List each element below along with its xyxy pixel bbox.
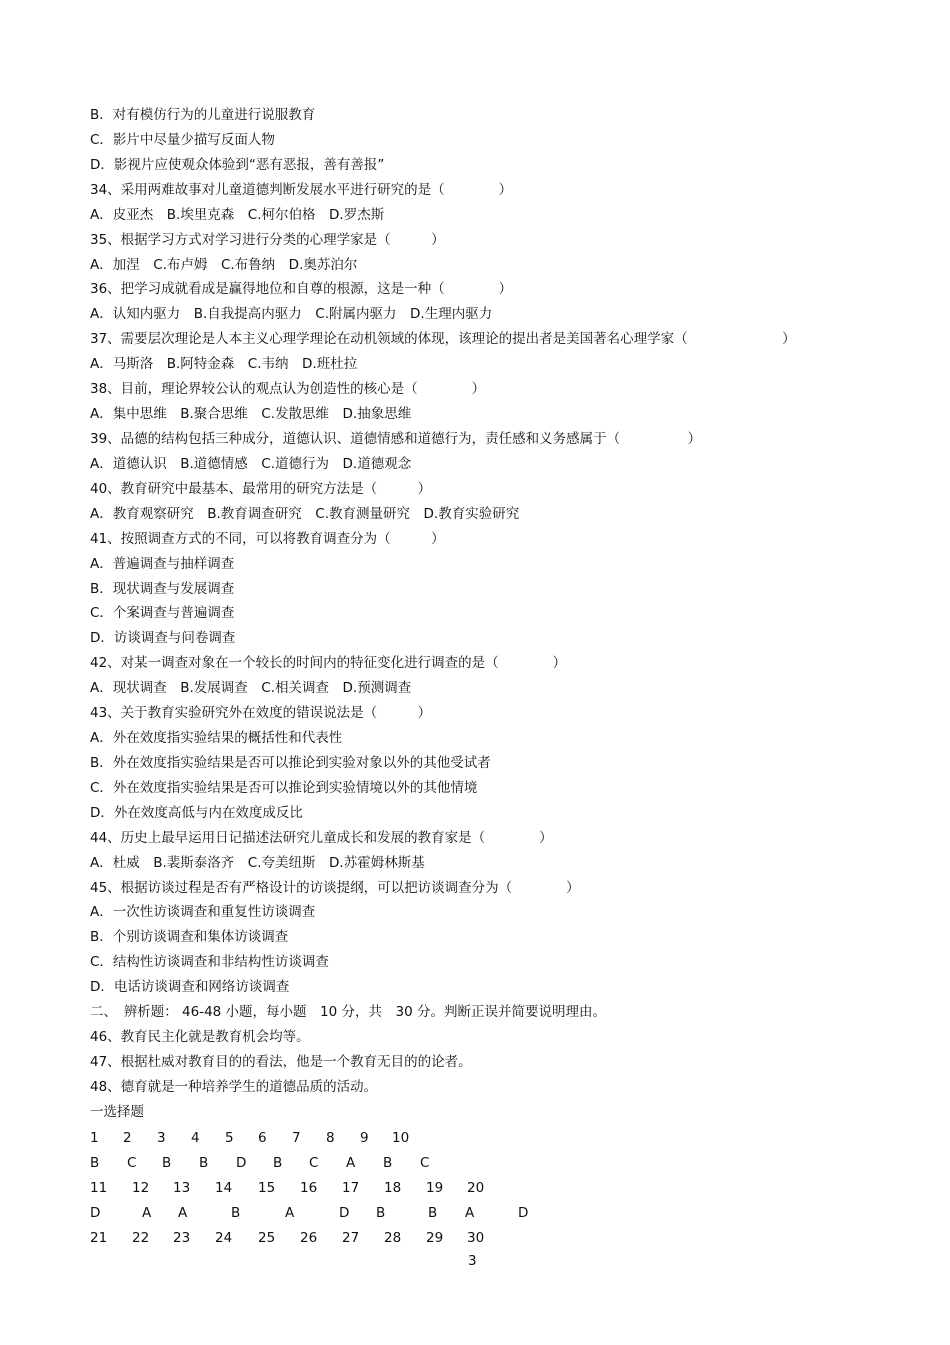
text-line: A．教育观察研究 B.教育调查研究 C.教育测量研究 D.教育实验研究 — [90, 505, 520, 522]
answer-letter: C — [127, 1155, 137, 1171]
answer-letter: B — [162, 1155, 172, 1171]
text-line: A．一次性访谈调查和重复性访谈调查 — [90, 904, 316, 921]
answer-number: 27 — [342, 1230, 360, 1246]
text-line: A．道德认识 B.道德情感 C.道德行为 D.道德观念 — [90, 455, 412, 472]
text-line: A．集中思维 B.聚合思维 C.发散思维 D.抽象思维 — [90, 406, 412, 422]
answer-letter: C — [309, 1155, 319, 1171]
answer-number: 17 — [342, 1180, 360, 1196]
text-line: A．皮亚杰 B.埃里克森 C.柯尔伯格 D.罗杰斯 — [90, 206, 385, 223]
answer-number: 4 — [191, 1130, 200, 1146]
text-line: A．认知内驱力 B.自我提高内驱力 C.附属内驱力 D.生理内驱力 — [90, 306, 493, 323]
answer-number: 5 — [225, 1130, 234, 1146]
text-line: 39、品德的结构包括三种成分，道德认识、道德情感和道德行为，责任感和义务感属于（ ） — [90, 431, 702, 447]
text-line: 46、教育民主化就是教育机会均等。 — [90, 1029, 310, 1045]
text-line: 34、采用两难故事对儿童道德判断发展水平进行研究的是（ ） — [90, 181, 513, 198]
answer-number: 20 — [467, 1180, 485, 1196]
text-line: C．外在效度指实验结果是否可以推论到实验情境以外的其他情境 — [90, 779, 478, 796]
answer-number: 26 — [300, 1230, 318, 1246]
answer-letter: A — [346, 1155, 356, 1171]
text-line: B．对有模仿行为的儿童进行说服教育 — [90, 107, 316, 123]
answer-number: 18 — [384, 1180, 402, 1196]
text-line: D．访谈调查与问卷调查 — [90, 630, 236, 647]
answer-number: 19 — [426, 1180, 444, 1196]
text-line: 44、历史上最早运用日记描述法研究儿童成长和发展的教育家是（ ） — [90, 829, 553, 846]
text-line: 41、按照调查方式的不同，可以将教育调查分为（ ） — [90, 530, 445, 547]
answer-letter: D — [518, 1205, 529, 1221]
text-line: C．结构性访谈调查和非结构性访谈调查 — [90, 954, 329, 971]
answer-number: 15 — [258, 1180, 276, 1196]
text-line: 二、 辨析题： 46-48 小题，每小题 10 分，共 30 分。判断正误并简要说明理由。 — [90, 1004, 606, 1021]
page-number: 3 — [468, 1253, 477, 1269]
answer-number: 21 — [90, 1230, 108, 1246]
answer-number: 8 — [326, 1130, 335, 1146]
answer-number: 7 — [292, 1130, 301, 1146]
text-line: D．影视片应使观众体验到“恶有恶报，善有善报” — [90, 156, 385, 173]
answer-number: 2 — [123, 1130, 132, 1146]
answer-number: 28 — [384, 1230, 402, 1246]
answer-number: 9 — [360, 1130, 369, 1146]
answer-number: 11 — [90, 1180, 108, 1196]
answer-number: 24 — [215, 1230, 233, 1246]
text-line: 42、对某一调查对象在一个较长的时间内的特征变化进行调查的是（ ） — [90, 655, 567, 672]
text-line: 40、教育研究中最基本、最常用的研究方法是（ ） — [90, 480, 432, 497]
text-line: A．普遍调查与抽样调查 — [90, 555, 235, 572]
text-line: 38、目前，理论界较公认的观点认为创造性的核心是（ ） — [90, 381, 486, 398]
answer-letter: A — [142, 1205, 152, 1221]
text-line: D．外在效度高低与内在效度成反比 — [90, 804, 303, 821]
answer-number: 3 — [157, 1130, 166, 1146]
answer-number: 25 — [258, 1230, 276, 1246]
answer-number: 10 — [392, 1130, 410, 1146]
text-line: A．马斯洛 B.阿特金森 C.韦纳 D.班杜拉 — [90, 356, 358, 373]
text-line: 43、关于教育实验研究外在效度的错误说法是（ ） — [90, 705, 432, 722]
text-line: 37、需要层次理论是人本主义心理学理论在动机领域的体现，该理论的提出者是美国著名心理学家（ ） — [90, 331, 796, 348]
answer-letter: A — [178, 1205, 188, 1221]
answer-letter: B — [273, 1155, 283, 1171]
text-line: A．外在效度指实验结果的概括性和代表性 — [90, 730, 343, 746]
text-line: D．电话访谈调查和网络访谈调查 — [90, 979, 290, 996]
answer-number: 30 — [467, 1230, 485, 1246]
answer-letter: B — [231, 1205, 241, 1221]
text-line: A．现状调查 B.发展调查 C.相关调查 D.预测调查 — [90, 680, 412, 697]
answer-number: 29 — [426, 1230, 444, 1246]
answer-letter: B — [90, 1155, 100, 1171]
text-line: C．影片中尽量少描写反面人物 — [90, 131, 275, 148]
text-line: 45、根据访谈过程是否有严格设计的访谈提纲，可以把访谈调查分为（ ） — [90, 879, 580, 896]
answer-number: 13 — [173, 1180, 191, 1196]
answer-number: 1 — [90, 1130, 99, 1146]
answer-number: 14 — [215, 1180, 233, 1196]
answer-letter: B — [383, 1155, 393, 1171]
answer-letter: B — [428, 1205, 438, 1221]
answer-letter: D — [90, 1205, 101, 1221]
answer-letter: C — [420, 1155, 430, 1171]
text-line: 36、把学习成就看成是赢得地位和自尊的根源，这是一种（ ） — [90, 281, 513, 298]
answer-number: 23 — [173, 1230, 191, 1246]
text-line: B．外在效度指实验结果是否可以推论到实验对象以外的其他受试者 — [90, 754, 491, 771]
text-line: A．加涅 C.布卢姆 C.布鲁纳 D.奥苏泊尔 — [90, 256, 358, 273]
answer-number: 22 — [132, 1230, 150, 1246]
text-line: 一选择题 — [90, 1103, 144, 1120]
text-line: 48、德育就是一种培养学生的道德品质的活动。 — [90, 1078, 378, 1095]
answer-number: 12 — [132, 1180, 150, 1196]
answer-letter: A — [285, 1205, 295, 1221]
text-line: B．个别访谈调查和集体访谈调查 — [90, 929, 289, 946]
answer-letter: D — [339, 1205, 350, 1221]
answer-letter: B — [376, 1205, 386, 1221]
text-line: C．个案调查与普遍调查 — [90, 605, 235, 622]
answer-number: 6 — [258, 1130, 267, 1146]
text-line: B．现状调查与发展调查 — [90, 580, 235, 597]
text-line: 35、根据学习方式对学习进行分类的心理学家是（ ） — [90, 231, 445, 248]
answer-letter: B — [199, 1155, 209, 1171]
answer-letter: A — [465, 1205, 475, 1221]
answer-number: 16 — [300, 1180, 318, 1196]
text-line: A．杜威 B.裴斯泰洛齐 C.夸美纽斯 D.苏霍姆林斯基 — [90, 854, 425, 871]
answer-letter: D — [236, 1155, 247, 1171]
text-line: 47、根据杜威对教育目的的看法，他是一个教育无目的的论者。 — [90, 1054, 472, 1070]
